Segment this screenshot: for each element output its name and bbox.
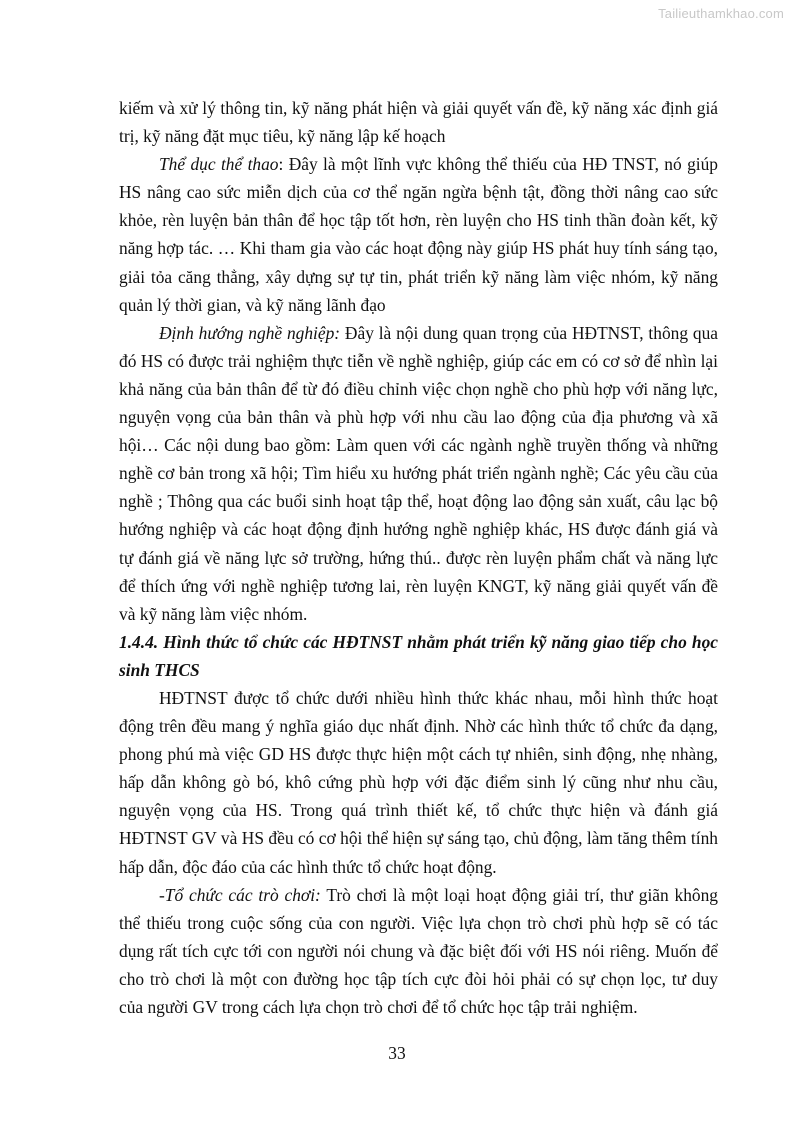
paragraph-dinh-huong-nghe-nghiep <box>119 319 718 628</box>
paragraph-lead: Thể dục thể thao <box>159 154 279 175</box>
paragraph-lead: Định hướng nghề nghiệp: <box>159 322 341 343</box>
paragraph-tro-choi <box>119 881 718 1021</box>
paragraph-continuation <box>119 94 718 150</box>
page-number: 33 <box>388 1043 406 1063</box>
paragraph-text: HĐTNST được tổ chức dưới nhiều hình thức khác nhau, mỗi hình thức hoạt động trên đều mang ý nghĩa giáo dục nhất định. Nhờ các hình thức tổ chức đa dạng, phong phú mà việc GD HS được thực hiện một cách tự nhiên, sinh động, nhẹ nhàng, hấp dẫn không gò bó, khô cứng phù hợp với đặc điểm sinh lý cũng như nhu cầu, nguyện vọng của HS. Trong quá trình thiết kế, tổ chức thực hiện và đánh giá HĐTNST GV và HS đều có cơ hội thể hiện sự sáng tạo, chủ động, làm tăng thêm tính hấp dẫn, độc đáo của các hình thức tổ chức hoạt động. <box>119 687 718 877</box>
paragraph-the-duc-the-thao <box>119 150 718 319</box>
paragraph-text: : Đây là một lĩnh vực không thể thiếu của HĐ TNST, nó giúp HS nâng cao sức miễn dịch của cơ thể ngăn ngừa bệnh tật, đồng thời nâng cao sức khỏe, rèn luyện bản thân để học tập tốt hơn, rèn luyện cho HS tinh thần đoàn kết, kỹ năng hợp tác. … Khi tham gia vào các hoạt động này giúp HS phát huy tính sáng tạo, giải tỏa căng thẳng, xây dựng sự tự tin, phát triển kỹ năng làm việc nhóm, kỹ năng quản lý thời gian, và kỹ năng lãnh đạo <box>119 154 718 315</box>
paragraph-lead: -Tổ chức các trò chơi: <box>159 884 321 905</box>
paragraph-text: Trò chơi là một loại hoạt động giải trí, thư giãn không thể thiếu trong cuộc sống của con người. Việc lựa chọn trò chơi phù hợp sẽ có tác dụng rất tích cực tới con người nói chung và đặc biệt đối với HS nói riêng. Muốn để cho trò chơi là một con đường học tập tích cực đòi hỏi phải có sự chọn lọc, tư duy của người GV trong cách lựa chọn trò chơi để tổ chức học tập trải nghiệm. <box>119 884 718 1017</box>
paragraph-text: Đây là nội dung quan trọng của HĐTNST, thông qua đó HS có được trải nghiệm thực tiễn về nghề nghiệp, giúp các em có cơ sở để nhìn lại khả năng của bản thân để từ đó điều chỉnh việc chọn nghề cho phù hợp với năng lực, nguyện vọng của bản thân và phù hợp với nhu cầu lao động của địa phương và xã hội… Các nội dung bao gồm: Làm quen với các ngành nghề truyền thống và những nghề cơ bản trong xã hội; Tìm hiểu xu hướng phát triển ngành nghề; Các yêu cầu của nghề ; Thông qua các buổi sinh hoạt tập thể, hoạt động lao động sản xuất, câu lạc bộ hướng nghiệp và các hoạt động định hướng nghề nghiệp khác, HS được đánh giá và tự đánh giá về năng lực sở trường, hứng thú.. được rèn luyện phẩm chất và năng lực để thích ứng với nghề nghiệp tương lai, rèn luyện KNGT, kỹ năng giải quyết vấn đề và kỹ năng làm việc nhóm. <box>119 322 718 624</box>
section-heading: 1.4.4. Hình thức tổ chức các HĐTNST nhằm phát triển kỹ năng giao tiếp cho học sinh THCS <box>119 631 718 680</box>
watermark: Tailieuthamkhao.com <box>658 6 784 21</box>
paragraph-text: kiếm và xử lý thông tin, kỹ năng phát hiện và giải quyết vấn đề, kỹ năng xác định giá trị, kỹ năng đặt mục tiêu, kỹ năng lập kế hoạch <box>119 98 718 147</box>
paragraph-hinh-thuc <box>119 684 718 881</box>
page-body <box>119 94 718 1021</box>
